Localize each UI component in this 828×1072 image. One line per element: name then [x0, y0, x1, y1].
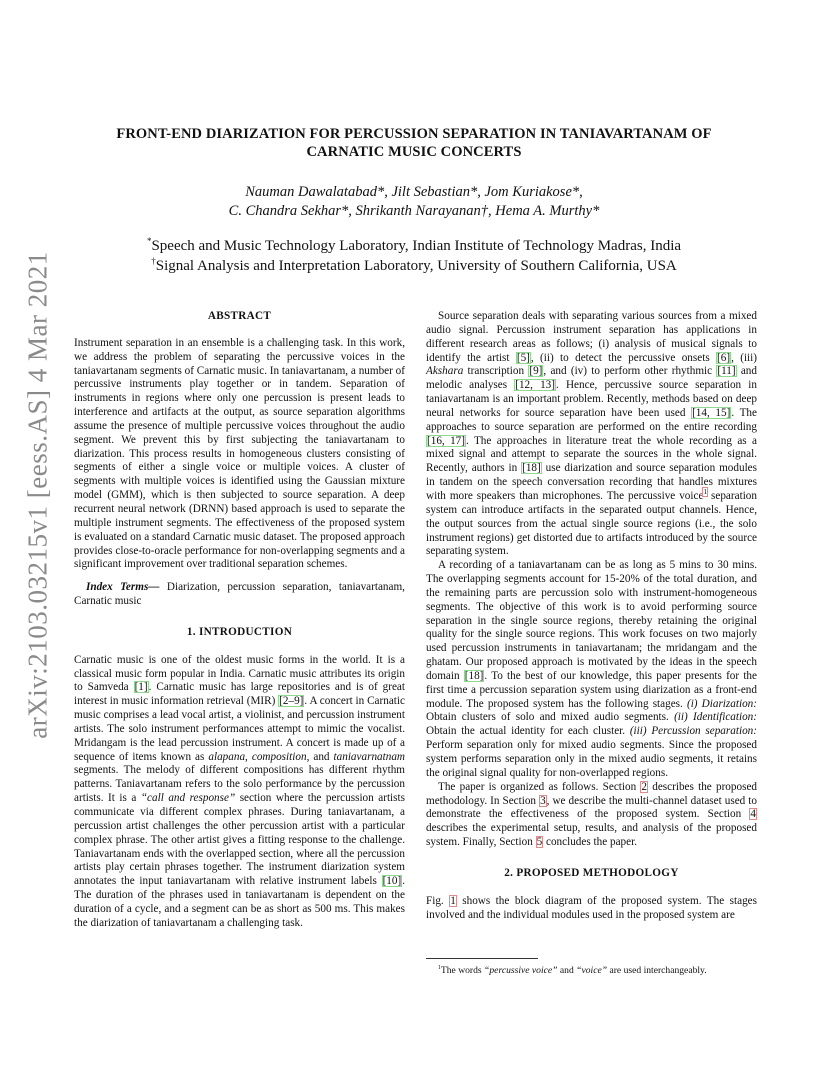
star-mark: *	[146, 236, 152, 246]
footnote: $^1$The words “percussive voice” and “voice” are used interchangeably.	[438, 964, 707, 976]
citation-link[interactable]: [1]	[134, 681, 148, 694]
citation-link[interactable]: [18]	[464, 669, 484, 682]
affiliation-line-2	[60, 257, 768, 277]
authors-line-1: Nauman Dawalatabad*, Jilt Sebastian*, Jom Kuriakose*,	[245, 184, 583, 200]
right-column	[426, 310, 757, 922]
section-link[interactable]: 5	[536, 836, 543, 849]
left-column	[74, 310, 405, 931]
title-line-1: FRONT-END DIARIZATION FOR PERCUSSION SEPARATION IN TANIAVARTANAM OF	[116, 126, 712, 142]
affiliation-text-1: Speech and Music Technology Laboratory, Indian Institute of Technology Madras, India	[151, 238, 682, 254]
introduction-heading: 1. INTRODUCTION	[186, 625, 293, 638]
right-paragraph-3: The paper is organized as follows. Section 2 describes the proposed methodology. In Section 3, we describe the multi-channel dataset used to demonstrate the effectiveness of the proposed system. Section 4 describes the experimental setup, results, and analysis of the proposed system. Finally, Section 5 concludes the paper.	[426, 780, 757, 849]
affiliation-line-1	[60, 237, 768, 257]
section-link[interactable]: 2	[641, 780, 648, 793]
citation-link[interactable]: [14, 15]	[692, 406, 731, 419]
introduction-paragraph: Carnatic music is one of the oldest music forms in the world. It is a classical music form popular in India. Carnatic music attributes its origin to Samveda [1]. Carnatic music has large repositories and is of great interest in music information retrieval (MIR) [2–9]. A concert in Carnatic music comprises a lead vocal artist, a violinist, and percussion instrument artists. The solo instrument performances attempt to mimic the vocalist. Mridangam is the lead percussion instrument. A concert is made up of a sequence of items known as alapana, composition, and taniavarnatnam segments. The melody of different compositions has different rhythm patterns. Taniavartanam refers to the solo performance by the percussion artists. It is a “call and response” section where the percussion artists communicate via different complex phrases. During taniavartanam, a percussion artist challenges the other percussion artist with a particular complex phrase. The other artist gives a fitting response to the challenge. Taniavartanam ends with the overlapped section, where all the percussion artists play certain phrases together. The instrument diarization system annotates the input taniavartanam with relative instrument labels [10]. The duration of the phrases used in taniavartanam is dependent on the duration of a cycle, and a segment can be as short as 500 ms. This makes the diarization of taniavartanam a challenging task.	[74, 653, 406, 929]
footnote-divider	[426, 958, 538, 959]
citation-link[interactable]: [12, 13]	[515, 379, 556, 392]
abstract-heading: ABSTRACT	[207, 310, 272, 322]
footnote-link[interactable]: 1	[703, 488, 708, 497]
arxiv-side-stamp: arXiv:2103.03215v1 [eess.AS] 4 Mar 2021	[22, 251, 53, 739]
paper-title	[60, 125, 768, 161]
citation-link[interactable]: [10]	[382, 875, 402, 888]
methodology-paragraph: Fig. 1 shows the block diagram of the proposed system. The stages involved and the individual modules used in the proposed system are	[426, 894, 757, 921]
affiliation-text-2: Signal Analysis and Interpretation Laboratory, University of Southern California, USA	[155, 257, 677, 274]
citation-link[interactable]: [2–9]	[279, 695, 304, 708]
citation-link[interactable]: [6]	[717, 351, 731, 364]
footnote-mark: 1	[438, 964, 441, 971]
index-terms	[74, 581, 405, 609]
index-terms-label: Index Terms—	[86, 581, 160, 594]
methodology-heading: 2. PROPOSED METHODOLOGY	[504, 866, 679, 879]
abstract-text: Instrument separation in an ensemble is a challenging task. In this work, we address the problem of separating the percussive voices in the taniavartanam segments of Carnatic music. In taniavartanam, a number of percussive instruments play together or in tandem. Separation of instruments in regions where only one percussion is present leads to interference and artifacts at the output, as source separation algorithms assume the presence of multiple percussive voices throughout the audio segment. We prevent this by first subjecting the taniavartanam to diarization. This process results in homogeneous clusters consisting of segments of either a single voice or multiple voices. A cluster of segments with multiple voices is identified using the Gaussian mixture model (GMM), which is then subjected to source separation. A deep recurrent neural network (DRNN) based approach is used to separate the multiple instrument segments. The effectiveness of the proposed system is evaluated on a standard Carnatic music dataset. The proposed approach provides close-to-oracle performance for non-overlapping segments and a significant improvement over traditional separation schemes.	[74, 336, 405, 571]
index-terms-text: Diarization, percussion separation, taniavartanam, Carnatic music	[74, 581, 405, 608]
figure-link[interactable]: 1	[450, 894, 456, 907]
citation-link[interactable]: [9]	[529, 365, 543, 378]
citation-link[interactable]: [18]	[522, 462, 541, 475]
right-paragraph-2: A recording of a taniavartanam can be as long as 5 mins to 30 mins. The overlapping segments account for 15-20% of the total duration, and the remaining parts are percussion solo with instrument-homogeneous segments. The objective of this work is to avoid performing source separation in the single source regions, thereby retaining the original quality for the single source regions. This work focuses on two majorly used percussion instruments in taniavartanam; the mridangam and the ghatam. Our proposed approach is motivated by the ideas in the speech domain [18]. To the best of our knowledge, this paper presents for the first time a percussion separation system using diarization as a front-end module. The proposed system has the following stages. (i) Diarization: Obtain clusters of solo and mixed audio segments. (ii) Identification: Obtain the actual identity for each cluster. (iii) Percussion separation: Perform separation only for mixed audio segments. Since the proposed system performs separation only in the mixed audio segments, it retains the original signal quality for non-overlapped regions.	[426, 559, 758, 779]
author-list	[60, 183, 768, 221]
title-line-2: CARNATIC MUSIC CONCERTS	[306, 144, 522, 160]
section-link[interactable]: 3	[540, 794, 546, 807]
citation-link[interactable]: [16, 17]	[427, 434, 465, 447]
right-paragraph-1: Source separation deals with separating various sources from a mixed audio signal. Percussion instrument separation has applications in different research areas as follows; (i) analysis of musical signals to identify the artist [5], (ii) to detect the percussive onsets [6], (iii) Akshara transcription [9], and (iv) to perform other rhythmic [11] and melodic analyses [12, 13]. Hence, percussive source separation in taniavartanam is an important problem. Recently, methods based on deep neural networks for source separation have been used [14, 15]. The approaches to source separation are performed on the entire recording [16, 17]. The approaches in literature treat the whole recording as a mixed signal and attempt to separate the sources in the whole signal. Recently, authors in [18] use diarization and source separation modules in tandem on the speech conversation recording that handles mixtures with more speakers than microphones. The percussive voice$^1$ separation system can introduce artifacts in the separated output channels. Hence, the output sources from the actual single source regions (i.e., the solo instrument regions) get distorted due to artifacts introduced by the source separating system.	[426, 310, 758, 558]
section-link[interactable]: 4	[750, 808, 756, 821]
authors-line-2: C. Chandra Sekhar*, Shrikanth Narayanan†, Hema A. Murthy*	[228, 203, 600, 219]
affiliations	[60, 237, 768, 276]
citation-link[interactable]: [5]	[516, 351, 530, 364]
dagger-mark: †	[151, 255, 156, 266]
citation-link[interactable]: [11]	[717, 365, 736, 378]
